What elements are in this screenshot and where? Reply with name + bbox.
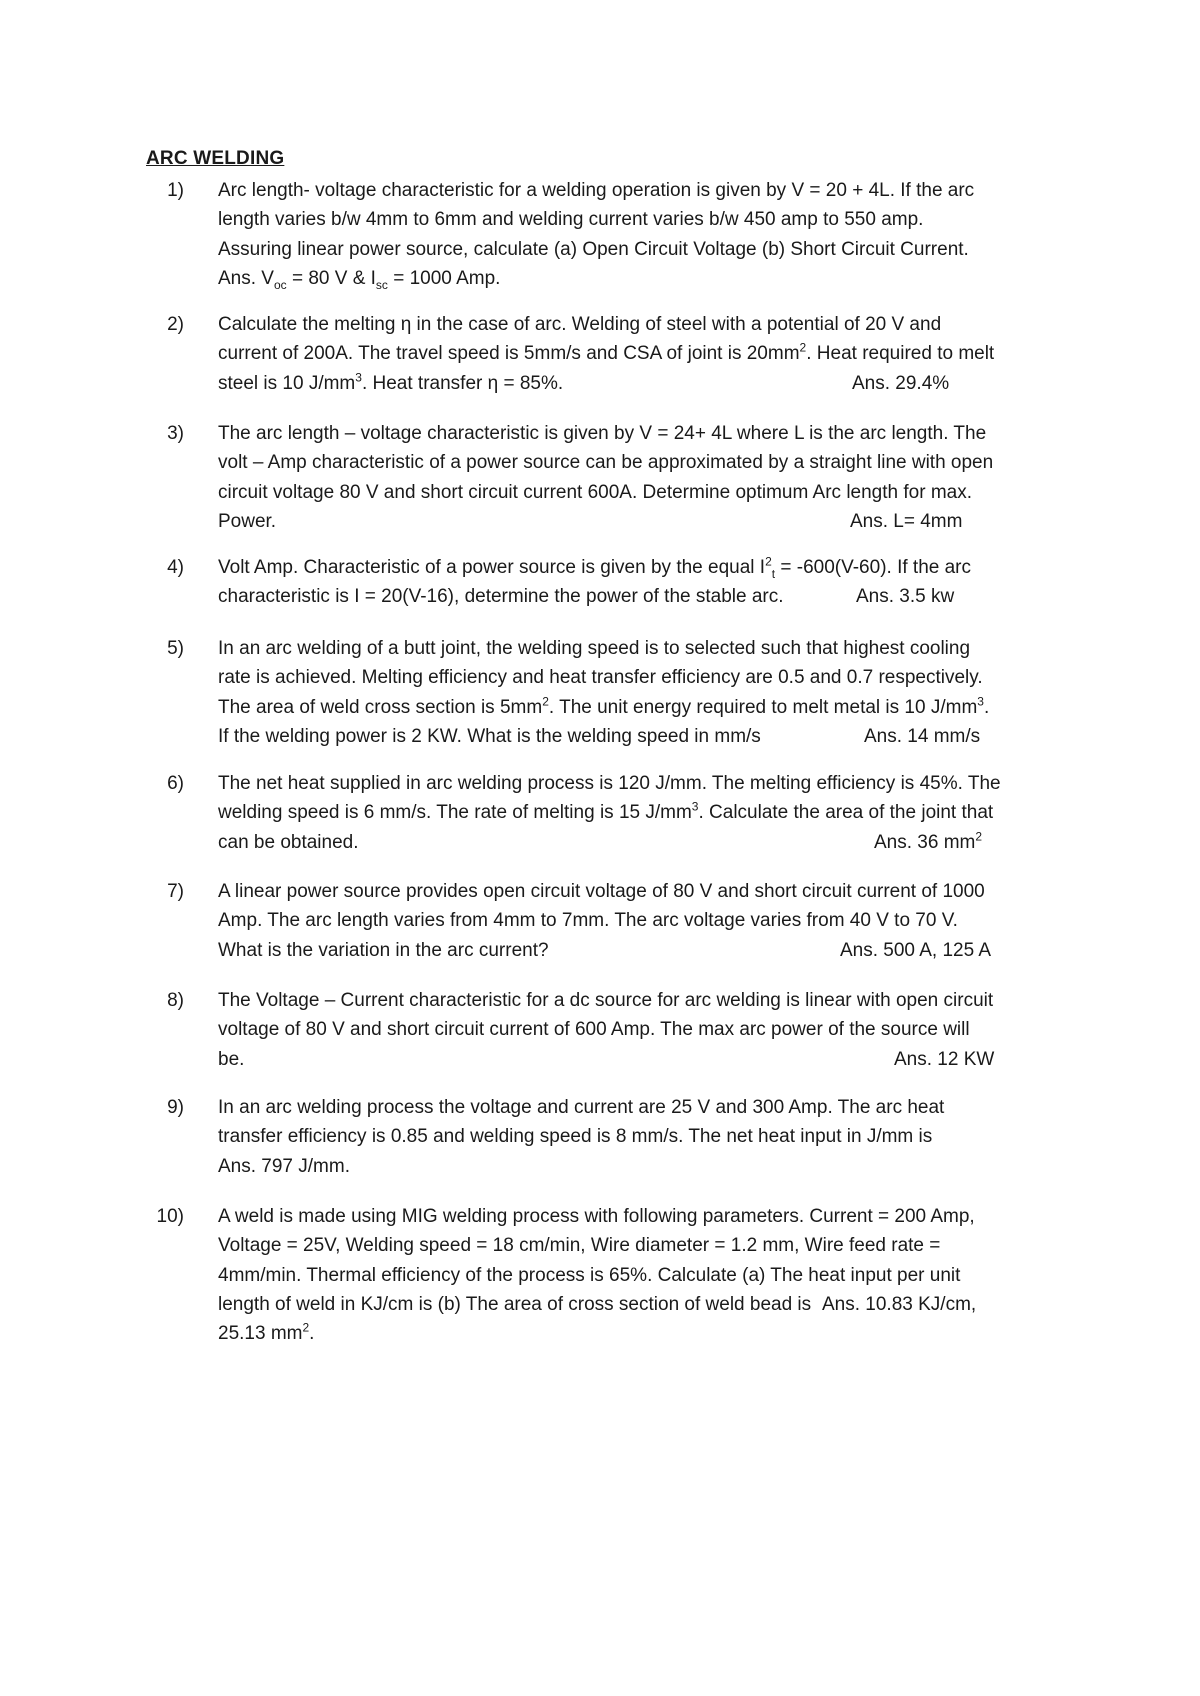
- question-4: [146, 553, 1076, 612]
- text-run: can be obtained.: [218, 831, 359, 853]
- question-number: 1): [167, 180, 184, 201]
- question-text-line: transfer efficiency is 0.85 and welding speed is 8 mm/s. The net heat input in J/mm is: [218, 1126, 933, 1148]
- question-2: [146, 310, 1076, 398]
- answer-text: Ans. 29.4%: [852, 372, 950, 394]
- question-1: [146, 176, 1076, 293]
- question-text-line: length varies b/w 4mm to 6mm and welding current varies b/w 450 amp to 550 amp.: [218, 209, 924, 231]
- question-number: 6): [167, 773, 184, 794]
- superscript: 2: [799, 340, 807, 355]
- question-text-line: In an arc welding of a butt joint, the welding speed is to selected such that highest cooling: [218, 638, 971, 659]
- text-run: .: [309, 1323, 315, 1345]
- text-run: 25.13 mm: [218, 1323, 303, 1345]
- question-text-line: [218, 369, 1076, 398]
- superscript: 3: [691, 799, 699, 814]
- question-9: [146, 1093, 1076, 1181]
- question-6: [146, 769, 1076, 857]
- question-3: [146, 419, 1076, 536]
- answer-text: Ans. 12 KW: [894, 1048, 995, 1070]
- question-text-line: volt – Amp characteristic of a power source can be approximated by a straight line with open: [218, 452, 994, 474]
- answer-text: Ans. 14 mm/s: [864, 725, 981, 747]
- text-run: . The unit energy required to melt metal is 10 J/mm: [548, 696, 978, 718]
- text-run: What is the variation in the arc current?: [218, 939, 549, 961]
- text-run: . Calculate the area of the joint that: [698, 802, 994, 824]
- answer-line: [218, 1319, 1076, 1348]
- question-number: 5): [167, 638, 184, 659]
- superscript: 2: [542, 694, 549, 709]
- question-text-line: [218, 1290, 1076, 1319]
- superscript: 2: [765, 554, 772, 569]
- answer-text: [874, 828, 982, 857]
- text-run: current of 200A. The travel speed is 5mm/s and CSA of joint is 20mm: [218, 343, 800, 365]
- question-text-line: [218, 582, 1076, 611]
- question-number: 9): [167, 1097, 184, 1118]
- question-7: [146, 877, 1076, 965]
- answer-text: Ans. L= 4mm: [850, 510, 963, 532]
- question-text-line: rate is achieved. Melting efficiency and heat transfer efficiency are 0.5 and 0.7 respectively.: [218, 667, 983, 689]
- answer-line: [218, 264, 1076, 293]
- text-run: If the welding power is 2 KW. What is the welding speed in mm/s: [218, 725, 761, 747]
- answer-text: Ans. 500 A, 125 A: [840, 939, 992, 961]
- question-text-line: A weld is made using MIG welding process with following parameters. Current = 200 Amp,: [218, 1206, 975, 1227]
- question-text-line: In an arc welding process the voltage and current are 25 V and 300 Amp. The arc heat: [218, 1097, 945, 1118]
- text-run: .: [983, 696, 990, 718]
- text-run: . Heat transfer η = 85%.: [361, 372, 564, 394]
- question-10: [146, 1202, 1076, 1348]
- subscript: oc: [273, 277, 287, 292]
- text-run: . Heat required to melt: [806, 343, 995, 365]
- question-text-line: [218, 339, 1076, 368]
- question-number: 10): [156, 1206, 184, 1227]
- question-text-line: The Voltage – Current characteristic for a dc source for arc welding is linear with open circuit: [218, 990, 994, 1011]
- question-text-line: Voltage = 25V, Welding speed = 18 cm/min, Wire diameter = 1.2 mm, Wire feed rate =: [218, 1235, 941, 1257]
- answer-text: Ans. V: [218, 267, 274, 289]
- question-text-line: The arc length – voltage characteristic is given by V = 24+ 4L where L is the arc length. The: [218, 423, 987, 444]
- question-text-line: 4mm/min. Thermal efficiency of the process is 65%. Calculate (a) The heat input per unit: [218, 1264, 961, 1286]
- answer-text: Ans. 10.83 KJ/cm,: [822, 1293, 977, 1315]
- answer-text: = 80 V & I: [286, 267, 376, 289]
- subscript: sc: [375, 277, 388, 292]
- text-run: steel is 10 J/mm: [218, 372, 356, 394]
- text-run: Power.: [218, 510, 277, 532]
- question-text-line: [218, 693, 1076, 722]
- question-number: 8): [167, 990, 184, 1011]
- question-text-line: [218, 828, 1076, 857]
- question-text-line: circuit voltage 80 V and short circuit current 600A. Determine optimum Arc length for max.: [218, 481, 972, 503]
- question-text-line: The net heat supplied in arc welding process is 120 J/mm. The melting efficiency is 45%. The: [218, 773, 1001, 794]
- question-number: 7): [167, 881, 184, 902]
- question-text-line: [218, 936, 1076, 965]
- text-run: length of weld in KJ/cm is (b) The area of cross section of weld bead is: [218, 1293, 812, 1315]
- superscript: 2: [302, 1320, 310, 1335]
- text-run: characteristic is I = 20(V-16), determine the power of the stable arc.: [218, 586, 784, 608]
- question-text-line: [218, 722, 1076, 751]
- question-text-line: [218, 1045, 1076, 1074]
- text-run: Volt Amp. Characteristic of a power source is given by the equal I: [218, 557, 766, 578]
- superscript: 3: [977, 694, 984, 709]
- question-text-line: Arc length- voltage characteristic for a welding operation is given by V = 20 + 4L. If the arc: [218, 180, 975, 201]
- superscript: 3: [355, 370, 362, 385]
- question-number: 4): [167, 557, 184, 578]
- subscript: t: [771, 566, 776, 581]
- text-run: Ans. 36 mm: [874, 831, 976, 853]
- question-number: 2): [167, 314, 184, 335]
- question-text-line: [218, 553, 1076, 582]
- text-run: The area of weld cross section is 5mm: [218, 696, 543, 718]
- question-text-line: Calculate the melting η in the case of arc. Welding of steel with a potential of 20 V and: [218, 314, 942, 335]
- text-run: be.: [218, 1048, 245, 1070]
- question-text-line: [218, 507, 1076, 536]
- question-text-line: Assuring linear power source, calculate (a) Open Circuit Voltage (b) Short Circuit Current.: [218, 238, 969, 260]
- superscript: 2: [975, 829, 983, 844]
- question-8: [146, 986, 1076, 1074]
- question-5: [146, 634, 1076, 751]
- answer-text: Ans. 3.5 kw: [856, 586, 955, 608]
- answer-line: Ans. 797 J/mm.: [218, 1155, 350, 1177]
- text-run: welding speed is 6 mm/s. The rate of melting is 15 J/mm: [218, 802, 692, 824]
- page-title: ARC WELDING: [146, 148, 285, 169]
- question-text-line: Amp. The arc length varies from 4mm to 7mm. The arc voltage varies from 40 V to 70 V.: [218, 910, 958, 932]
- question-text-line: [218, 798, 1076, 827]
- question-text-line: voltage of 80 V and short circuit current of 600 Amp. The max arc power of the source will: [218, 1019, 970, 1041]
- question-text-line: A linear power source provides open circuit voltage of 80 V and short circuit current of 1000: [218, 881, 985, 902]
- answer-text: = 1000 Amp.: [387, 267, 501, 289]
- text-run: = -600(V-60). If the arc: [775, 557, 971, 578]
- question-number: 3): [167, 423, 184, 444]
